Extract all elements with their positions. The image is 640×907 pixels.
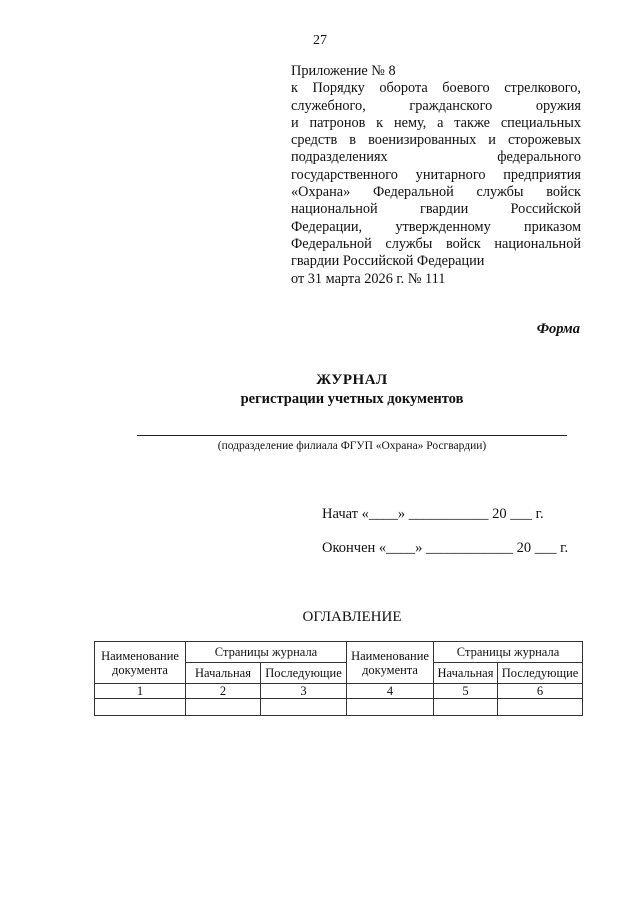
subsequent-pages-header: Последующие bbox=[498, 663, 583, 684]
unit-underline bbox=[137, 435, 567, 436]
pages-header: Страницы журнала bbox=[434, 642, 583, 663]
journal-title: ЖУРНАЛ bbox=[316, 372, 388, 388]
doc-name-header: Наименование документа bbox=[347, 642, 434, 684]
column-number: 5 bbox=[434, 684, 498, 699]
appendix-line: Федеральной службы войск национальной bbox=[291, 235, 581, 252]
finished-date: Окончен «____» ____________ 20 ___ г. bbox=[322, 540, 569, 556]
empty-cell bbox=[186, 699, 261, 716]
appendix-line: от 31 марта 2026 г. № 111 bbox=[291, 270, 446, 287]
appendix-line: Федерации, утвержденному приказом bbox=[291, 218, 581, 235]
initial-page-header: Начальная bbox=[186, 663, 261, 684]
appendix-block bbox=[291, 63, 581, 288]
appendix-line: национальной гвардии Российской bbox=[291, 201, 581, 218]
appendix-line: «Охрана» Федеральной службы войск bbox=[291, 184, 581, 201]
page-number: 27 bbox=[313, 33, 327, 48]
table-row bbox=[95, 699, 583, 716]
doc-name-header: Наименование документа bbox=[95, 642, 186, 684]
initial-page-header: Начальная bbox=[434, 663, 498, 684]
column-number: 1 bbox=[95, 684, 186, 699]
appendix-line: государственного унитарного предприятия bbox=[291, 166, 581, 183]
empty-cell bbox=[498, 699, 583, 716]
subsequent-pages-header: Последующие bbox=[261, 663, 347, 684]
appendix-line: Приложение № 8 bbox=[291, 63, 396, 79]
column-number: 3 bbox=[261, 684, 347, 699]
started-date: Начат «____» ___________ 20 ___ г. bbox=[322, 506, 544, 522]
empty-cell bbox=[347, 699, 434, 716]
form-label: Форма bbox=[536, 321, 580, 337]
appendix-line: и патронов к нему, а также специальных bbox=[291, 114, 581, 131]
appendix-line: служебного, гражданского оружия bbox=[291, 97, 581, 114]
appendix-line: средств в военизированных и сторожевых bbox=[291, 132, 581, 149]
appendix-line: к Порядку оборота боевого стрелкового, bbox=[291, 80, 581, 97]
column-number: 2 bbox=[186, 684, 261, 699]
appendix-line: гвардии Российской Федерации bbox=[291, 253, 485, 270]
journal-subtitle: регистрации учетных документов bbox=[240, 391, 464, 407]
unit-caption: (подразделение филиала ФГУП «Охрана» Росгвардии) bbox=[217, 440, 487, 452]
empty-cell bbox=[434, 699, 498, 716]
toc-table bbox=[94, 641, 583, 716]
appendix-line: подразделениях федерального bbox=[291, 149, 581, 166]
column-number: 4 bbox=[347, 684, 434, 699]
column-number: 6 bbox=[498, 684, 583, 699]
empty-cell bbox=[95, 699, 186, 716]
pages-header: Страницы журнала bbox=[186, 642, 347, 663]
empty-cell bbox=[261, 699, 347, 716]
toc-title: ОГЛАВЛЕНИЕ bbox=[302, 609, 402, 625]
